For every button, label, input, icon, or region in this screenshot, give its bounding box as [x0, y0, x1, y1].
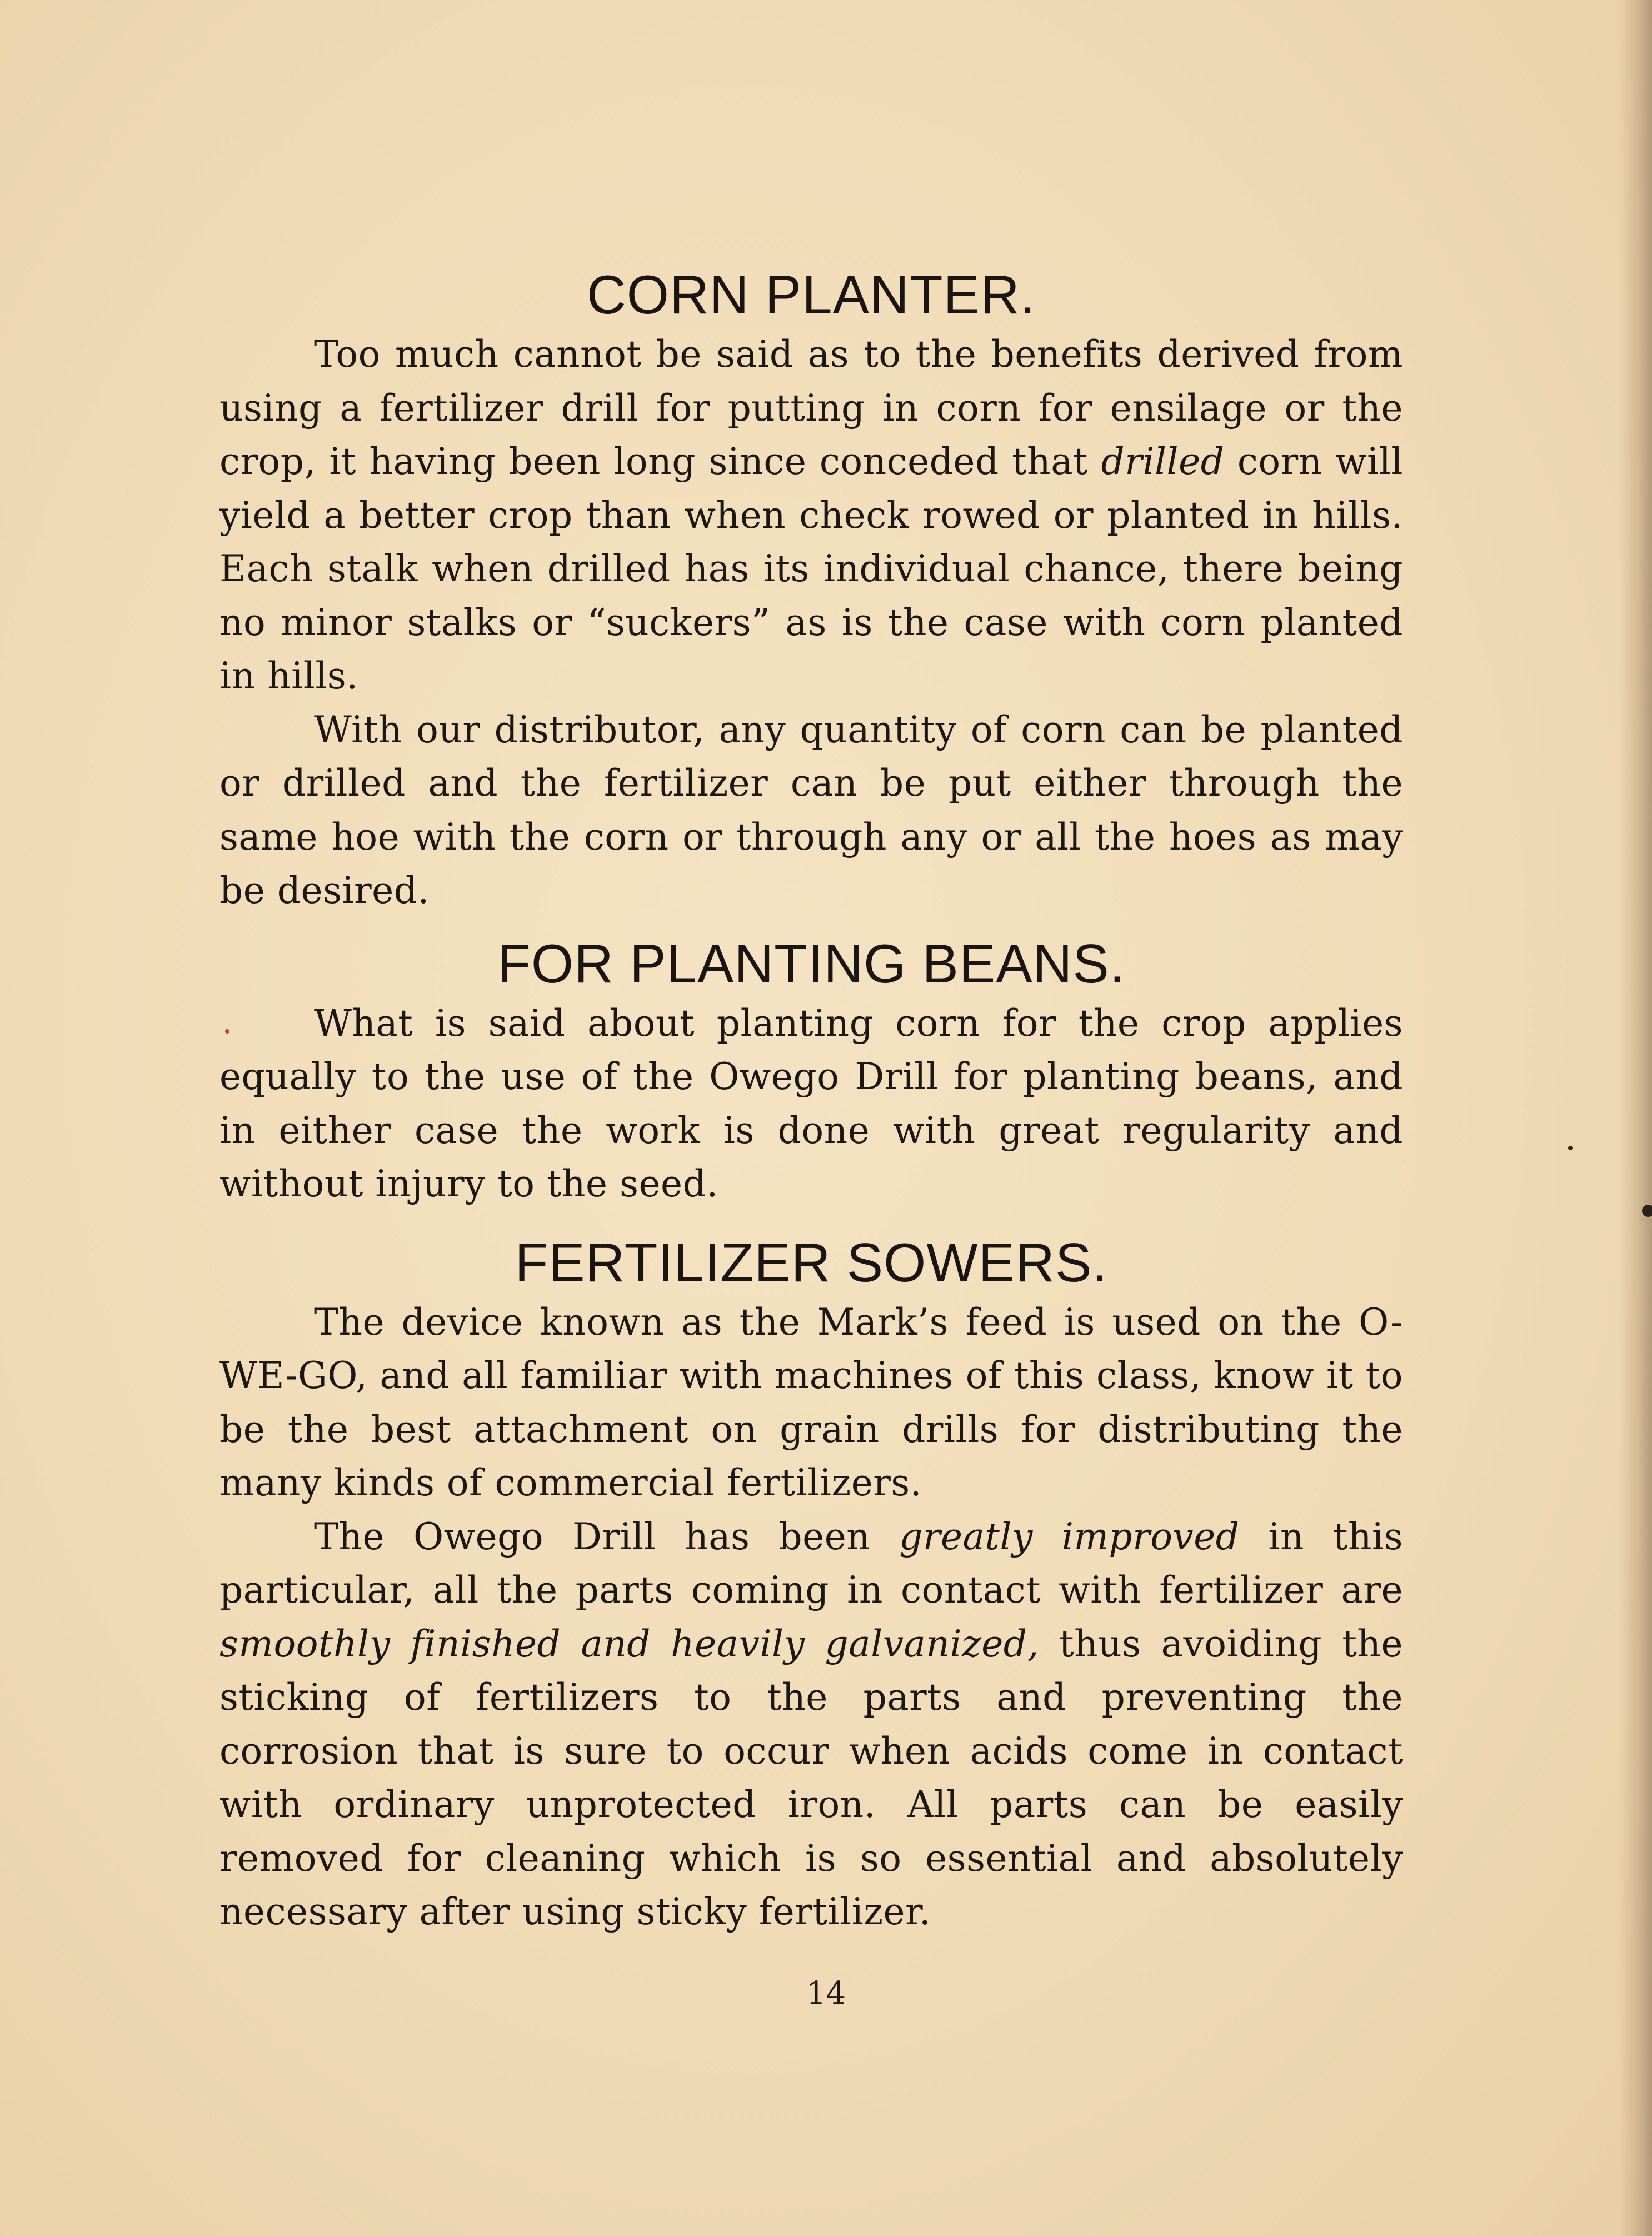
paragraph: [219, 328, 1403, 703]
heading-corn-planter: CORN PLANTER.: [586, 264, 1036, 325]
text-run: in this particular, all the parts coming in contact with fertilizer are: [219, 1515, 1403, 1611]
ink-speck: [1642, 1205, 1652, 1217]
heading-fertilizer-sowers: FERTILIZER SOWERS.: [515, 1231, 1108, 1293]
text-run: corn will yield a better crop than when check rowed or planted in hills. Each stalk when drilled has its individual chance, there being no minor stalks or “suckers” as is the case with corn planted in hills.: [219, 440, 1403, 697]
italic-text: smoothly finished and heavily galvanized,: [219, 1622, 1040, 1665]
paragraph: What is said about planting corn for the crop applies equally to the use of the Owego Drill for planting beans, and in either case the work is done with great regularity and without injury to the seed.: [219, 1001, 1403, 1205]
paragraph: With our distributor, any quantity of corn can be planted or drilled and the fertilizer can be put either through the same hoe with the corn or through any or all the hoes as may be desired.: [219, 708, 1403, 912]
paragraph: [219, 1510, 1403, 1939]
heading-planting-beans: FOR PLANTING BEANS.: [497, 932, 1125, 994]
text-run: Too much cannot be said as to the benefits derived from using a fertilizer drill for putting in corn for ensilage or the crop, it having been long since conceded that: [219, 333, 1403, 483]
italic-text: greatly improved: [899, 1515, 1240, 1558]
section-planting-beans: [219, 930, 1403, 1211]
ink-speck: [1568, 1146, 1573, 1150]
ink-speck: [225, 1029, 229, 1034]
section-fertilizer-sowers: [219, 1229, 1403, 1939]
page-edge-shadow: [1619, 0, 1652, 2236]
page-number: 14: [806, 1975, 846, 2012]
paragraph: The device known as the Mark’s feed is used on the O-WE-GO, and all familiar with machines of this class, know it to be the best attachment on grain drills for distributing the many kinds of commercial fertilizers.: [219, 1300, 1403, 1504]
italic-text: drilled: [1101, 440, 1225, 483]
section-corn-planter: [219, 261, 1403, 918]
text-run: The Owego Drill has been: [314, 1515, 900, 1558]
text-run: thus avoiding the sticking of fertilizers to the parts and preventing the corrosion that is sure to occur when acids come in contact with ordinary unprotected iron. All parts can be easily removed for cleaning which is so essential and absolutely necessary after using sticky fertilizer.: [219, 1622, 1403, 1933]
page-content: [219, 261, 1403, 1939]
